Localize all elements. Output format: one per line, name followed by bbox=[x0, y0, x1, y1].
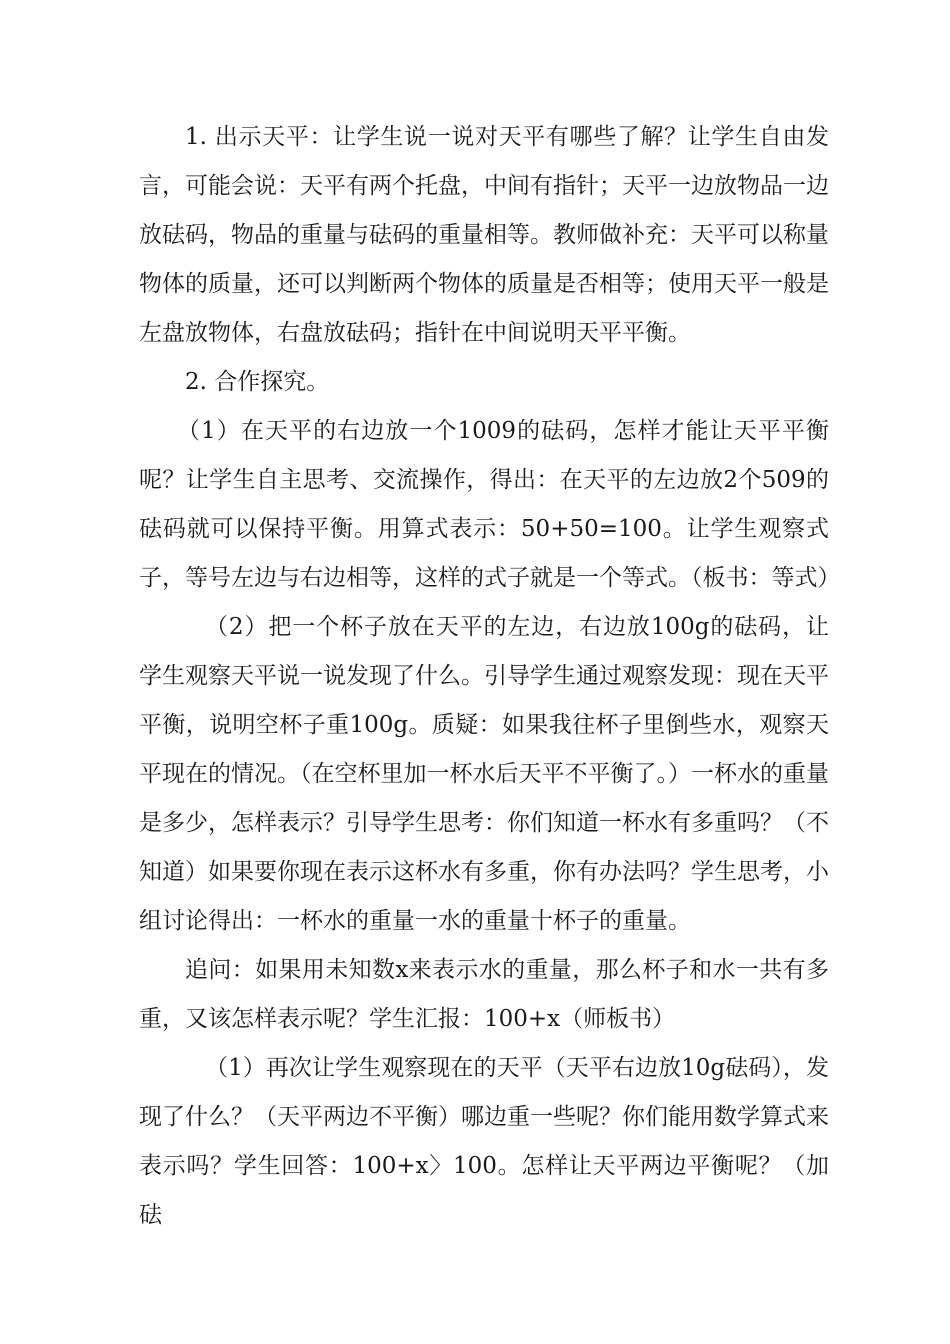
paragraph-step-1-inequality: （1）再次让学生观察现在的天平（天平右边放10g砝码），发现了什么？（天平两边不平衡）哪边重一些呢？你们能用数学算式来表示吗？学生回答：100+x〉100。怎样让天平两边平衡呢？（加砝 bbox=[139, 1055, 829, 1228]
paragraph-step-1-equation: （1）在天平的右边放一个1009的砝码，怎样才能让天平平衡呢？让学生自主思考、交流操作，得出：在天平的左边放2个509的砝码就可以保持平衡。用算式表示：50+50=100。让学生观察式子，等号左边与右边相等，这样的式子就是一个等式。（板书：等式） bbox=[139, 418, 841, 591]
paragraph-cooperative-inquiry: 2. 合作探究。 bbox=[185, 369, 330, 395]
paragraph-follow-up-question: 追问：如果用未知数x来表示水的重量，那么杯子和水一共有多重，又该怎样表示呢？学生汇报：100+x（师板书） bbox=[139, 957, 829, 1032]
paragraph-step-2-cup: （2）把一个杯子放在天平的左边，右边放100g的砝码，让学生观察天平说一说发现了什么。引导学生通过观察发现：现在天平平衡，说明空杯子重100g。质疑：如果我往杯子里倒些水，观察天平现在的情况。（在空杯里加一杯水后天平不平衡了。）一杯水的重量是多少，怎样表示？引导学生思考：你们知道一杯水有多重吗？（不知道）如果要你现在表示这杯水有多重，你有办法吗？学生思考，小组讨论得出：一杯水的重量一水的重量十杯子的重量。 bbox=[139, 614, 829, 934]
document-body bbox=[139, 113, 841, 1240]
paragraph-balance-intro: 1. 出示天平：让学生说一说对天平有哪些了解？让学生自由发言，可能会说：天平有两个托盘，中间有指针；天平一边放物品一边放砝码，物品的重量与砝码的重量相等。教师做补充：天平可以称量物体的质量，还可以判断两个物体的质量是否相等；使用天平一般是左盘放物体，右盘放砝码；指针在中间说明天平平衡。 bbox=[139, 124, 829, 346]
